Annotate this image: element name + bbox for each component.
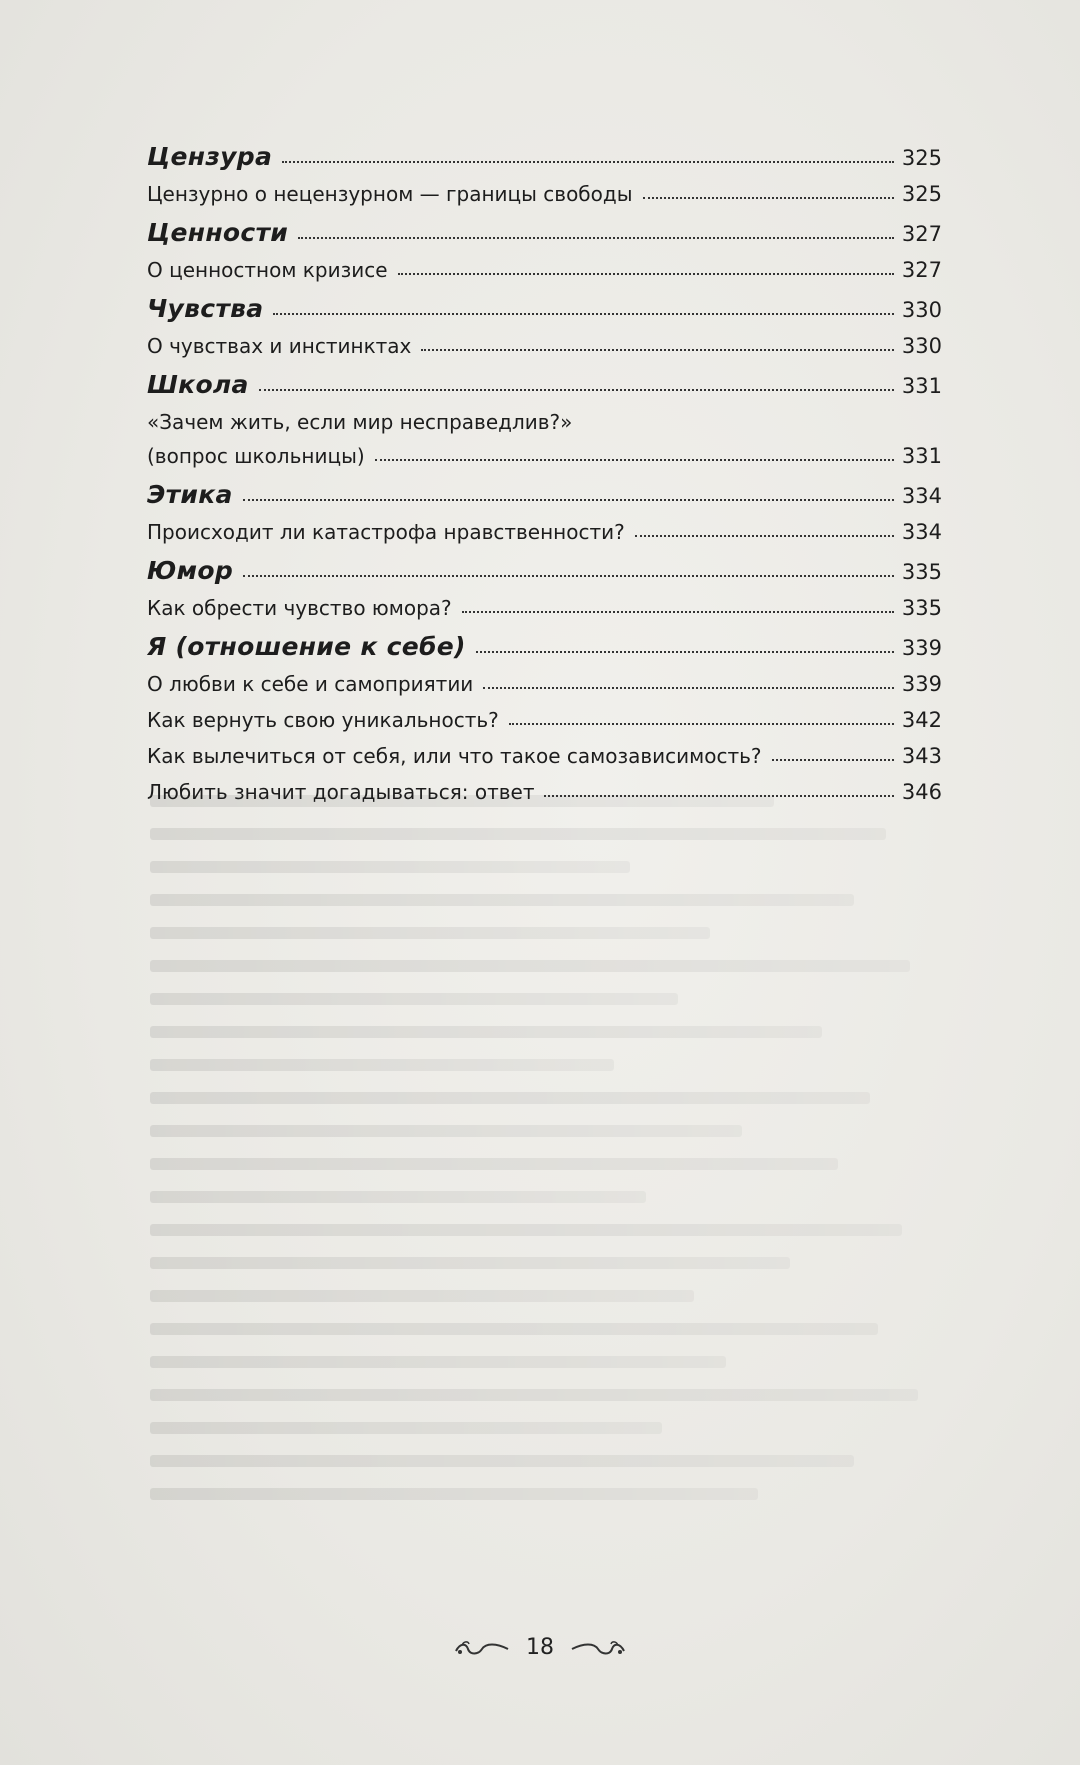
toc-page: 346 bbox=[901, 780, 942, 804]
dot-leader bbox=[643, 195, 894, 199]
toc-page: 339 bbox=[901, 672, 942, 696]
toc-title: Юмор bbox=[147, 556, 234, 585]
flourish-left-icon bbox=[452, 1637, 512, 1659]
toc-page: 335 bbox=[901, 596, 942, 620]
toc-title: О чувствах и инстинктах bbox=[147, 334, 412, 358]
toc-title: (вопрос школьницы) bbox=[147, 444, 365, 468]
dot-leader bbox=[462, 609, 894, 613]
toc-page: 343 bbox=[901, 744, 942, 768]
toc-page: 331 bbox=[901, 374, 942, 398]
dot-leader bbox=[243, 497, 894, 501]
toc-heading bbox=[147, 556, 942, 596]
toc-page: 325 bbox=[901, 146, 942, 170]
toc-title: Этика bbox=[147, 480, 233, 509]
dot-leader bbox=[509, 721, 894, 725]
toc-title: Как вернуть свою уникальность? bbox=[147, 708, 499, 732]
toc-entry-line bbox=[147, 410, 942, 444]
toc-entry bbox=[147, 744, 942, 780]
toc-title: Школа bbox=[147, 370, 249, 399]
toc-heading bbox=[147, 142, 942, 182]
toc-page: 335 bbox=[901, 560, 942, 584]
toc-title: «Зачем жить, если мир несправедлив?» bbox=[147, 410, 573, 434]
toc-page: 325 bbox=[901, 182, 942, 206]
toc-page: 327 bbox=[901, 222, 942, 246]
toc-title: Ценности bbox=[147, 218, 289, 247]
toc-entry bbox=[147, 780, 942, 816]
dot-leader bbox=[421, 347, 894, 351]
toc-entry bbox=[147, 334, 942, 370]
toc-title: Происходит ли катастрофа нравственности? bbox=[147, 520, 625, 544]
flourish-right-icon bbox=[568, 1637, 628, 1659]
page-number: 18 bbox=[526, 1635, 554, 1660]
toc-entry bbox=[147, 708, 942, 744]
toc-page: 330 bbox=[901, 298, 942, 322]
toc-entry bbox=[147, 672, 942, 708]
toc-title: Я (отношение к себе) bbox=[147, 632, 466, 661]
toc-title: О любви к себе и самоприятии bbox=[147, 672, 474, 696]
dot-leader bbox=[772, 757, 894, 761]
table-of-contents bbox=[147, 142, 942, 816]
toc-title: Цензурно о нецензурном — границы свободы bbox=[147, 182, 633, 206]
toc-heading bbox=[147, 370, 942, 410]
dot-leader bbox=[243, 573, 894, 577]
dot-leader bbox=[635, 533, 894, 537]
toc-page: 334 bbox=[901, 484, 942, 508]
toc-title: Любить значит догадываться: ответ bbox=[147, 780, 535, 804]
toc-entry bbox=[147, 258, 942, 294]
toc-page: 339 bbox=[901, 636, 942, 660]
toc-page: 331 bbox=[901, 444, 942, 468]
toc-page: 334 bbox=[901, 520, 942, 544]
toc-entry bbox=[147, 596, 942, 632]
dot-leader bbox=[375, 457, 894, 461]
toc-page: 342 bbox=[901, 708, 942, 732]
dot-leader bbox=[476, 649, 894, 653]
toc-title: О ценностном кризисе bbox=[147, 258, 388, 282]
toc-entry bbox=[147, 444, 942, 480]
dot-leader bbox=[398, 271, 894, 275]
toc-title: Чувства bbox=[147, 294, 264, 323]
page-footer bbox=[0, 1635, 1080, 1660]
dot-leader bbox=[483, 685, 894, 689]
dot-leader bbox=[544, 793, 893, 797]
toc-entry bbox=[147, 520, 942, 556]
dot-leader bbox=[273, 311, 893, 315]
toc-heading bbox=[147, 480, 942, 520]
toc-page: 330 bbox=[901, 334, 942, 358]
toc-page: 327 bbox=[901, 258, 942, 282]
toc-title: Как обрести чувство юмора? bbox=[147, 596, 452, 620]
toc-entry bbox=[147, 182, 942, 218]
toc-heading bbox=[147, 294, 942, 334]
bleed-through-text bbox=[150, 795, 950, 1565]
dot-leader bbox=[282, 159, 894, 163]
toc-title: Как вылечиться от себя, или что такое самозависимость? bbox=[147, 744, 762, 768]
dot-leader bbox=[298, 235, 894, 239]
toc-heading bbox=[147, 218, 942, 258]
toc-heading bbox=[147, 632, 942, 672]
dot-leader bbox=[259, 387, 894, 391]
toc-title: Цензура bbox=[147, 142, 273, 171]
